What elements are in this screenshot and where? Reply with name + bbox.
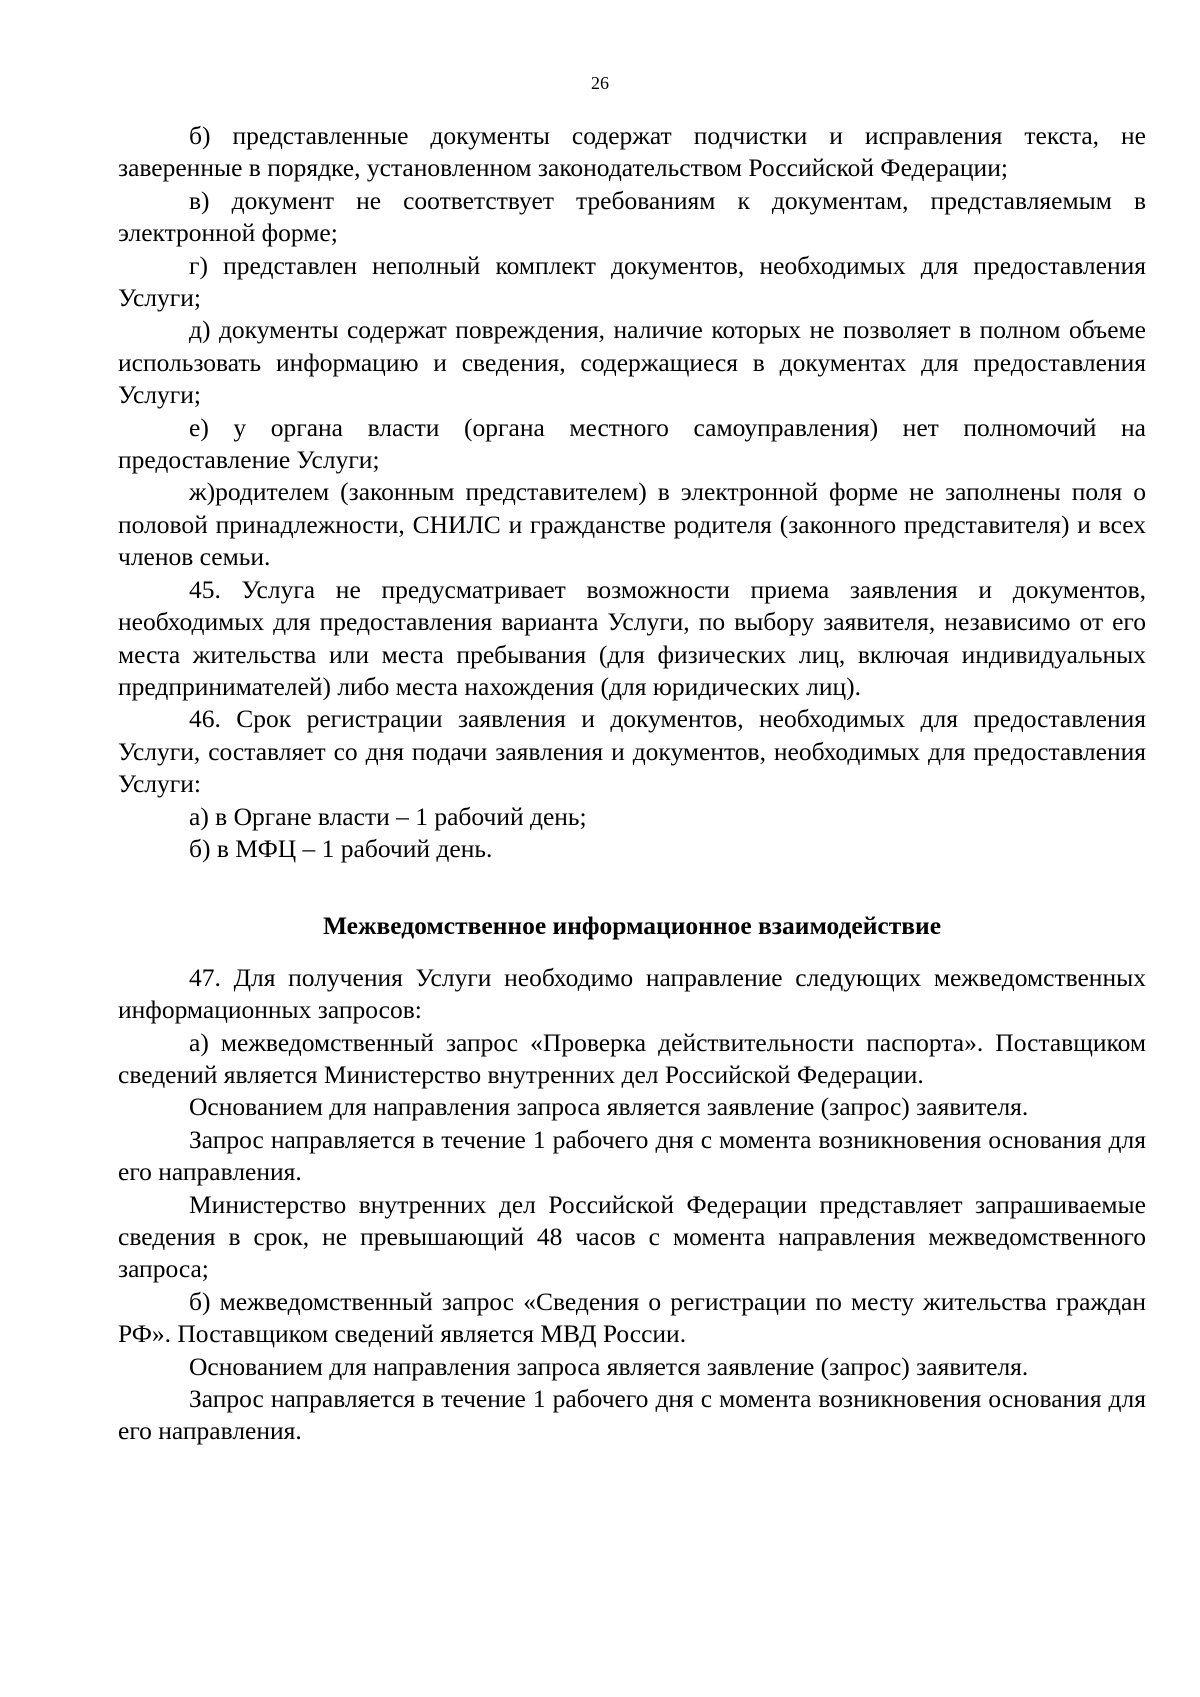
paragraph: 45. Услуга не предусматривает возможности приема заявления и документов, необходимых для предоставления варианта Услуги, по выбору заявителя, независимо от его места жительства или места пребывания (для физических лиц, включая индивидуальных предпринимателей) либо места нахождения (для юридических лиц).: [118, 574, 1146, 701]
paragraph: б) в МФЦ – 1 рабочий день.: [189, 833, 493, 863]
paragraph: г) представлен неполный комплект документов, необходимых для предоставления Услуги;: [118, 250, 1146, 313]
paragraph: 46. Срок регистрации заявления и документов, необходимых для предоставления Услуги, составляет со дня подачи заявления и документов, необходимых для предоставления Услуги:: [118, 704, 1146, 799]
page-number: 26: [591, 73, 609, 93]
paragraph: а) в Органе власти – 1 рабочий день;: [189, 801, 587, 831]
paragraph: б) представленные документы содержат подчистки и исправления текста, не заверенные в порядке, установленном законодательством Российской Федерации;: [118, 121, 1146, 183]
paragraph: б) межведомственный запрос «Сведения о регистрации по месту жительства граждан РФ». Поставщиком сведений является МВД России.: [118, 1286, 1146, 1349]
paragraph: Основанием для направления запроса является заявление (запрос) заявителя.: [189, 1351, 1029, 1381]
paragraph: 47. Для получения Услуги необходимо направление следующих межведомственных информационных запросов:: [118, 962, 1146, 1025]
document-body: [118, 120, 1146, 1448]
paragraph: в) документ не соответствует требованиям к документам, представляемым в электронной форме;: [118, 185, 1146, 248]
paragraph: Запрос направляется в течение 1 рабочего дня с момента возникновения основания для его направления.: [118, 1124, 1146, 1187]
paragraph: а) межведомственный запрос «Проверка действительности паспорта». Поставщиком сведений является Министерство внутренних дел Российской Федерации.: [118, 1027, 1146, 1089]
paragraph: д) документы содержат повреждения, наличие которых не позволяет в полном объеме использовать информацию и сведения, содержащиеся в документах для предоставления Услуги;: [118, 315, 1146, 410]
paragraph: ж)родителем (законным представителем) в электронной форме не заполнены поля о половой принадлежности, СНИЛС и гражданстве родителя (законного представителя) и всех членов семьи.: [118, 477, 1146, 572]
paragraph: Основанием для направления запроса является заявление (запрос) заявителя.: [189, 1092, 1029, 1122]
paragraph: Запрос направляется в течение 1 рабочего дня с момента возникновения основания для его направления.: [118, 1384, 1146, 1446]
section-heading: Межведомственное информационное взаимодействие: [322, 911, 942, 941]
paragraph: е) у органа власти (органа местного самоуправления) нет полномочий на предоставление Услуги;: [118, 412, 1146, 475]
paragraph: Министерство внутренних дел Российской Федерации представляет запрашиваемые сведения в срок, не превышающий 48 часов с момента направления межведомственного запроса;: [118, 1189, 1146, 1284]
